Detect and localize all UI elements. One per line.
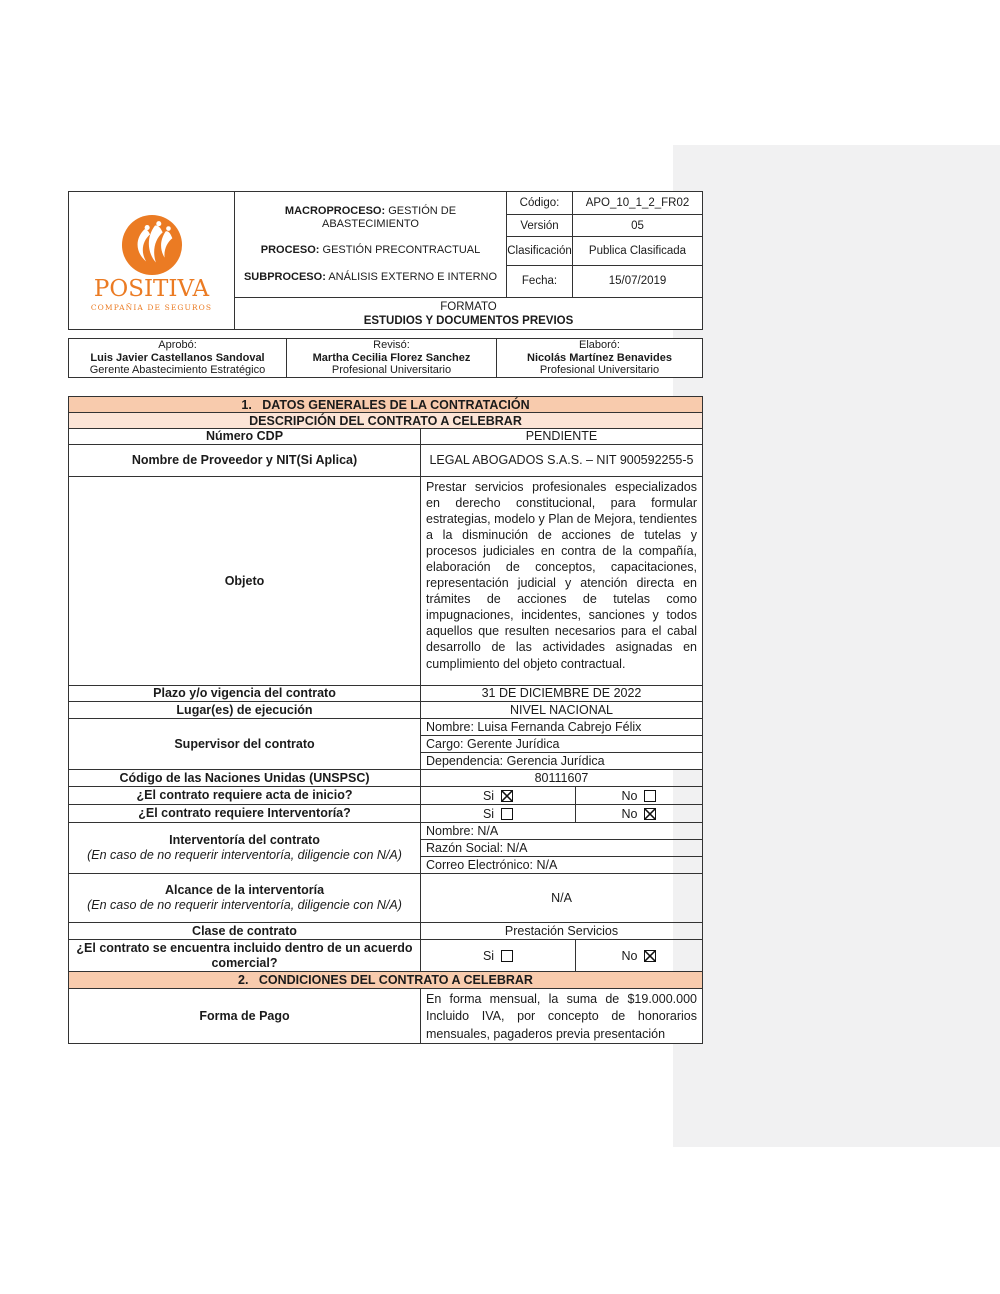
- row-label: ¿El contrato requiere Interventoría?: [69, 805, 421, 822]
- meta-row-codigo: [507, 192, 702, 215]
- document-meta: [507, 192, 702, 297]
- row-value: PENDIENTE: [525, 429, 598, 443]
- checkbox-no: [644, 808, 656, 820]
- row-label-title: Interventoría del contrato: [169, 833, 320, 847]
- row-value: N/A: [551, 890, 572, 905]
- option-no: [576, 805, 702, 822]
- row-lugar: [69, 702, 702, 719]
- row-value: Prestación Servicios: [504, 923, 619, 938]
- supervisor-nombre: Nombre: Luisa Fernanda Cabrejo Félix: [421, 719, 702, 736]
- row-clase: [69, 923, 702, 940]
- signoff-reviso: [287, 339, 497, 377]
- proceso-line: PROCESO: GESTIÓN PRECONTRACTUAL: [260, 244, 481, 257]
- row-plazo: [69, 686, 702, 702]
- row-label: [69, 823, 421, 873]
- meta-value: 15/07/2019: [608, 275, 667, 288]
- meta-value: 05: [631, 219, 644, 232]
- supervisor-dependencia: Dependencia: Gerencia Jurídica: [426, 754, 605, 768]
- document-header-table: [68, 191, 703, 330]
- option-label: Si: [482, 788, 495, 803]
- signoff-table: [68, 338, 703, 378]
- interventoria-razon-social: Razón Social: N/A: [421, 840, 702, 857]
- brand-tagline: COMPAÑIA DE SEGUROS: [90, 302, 213, 312]
- option-label: Si: [482, 806, 495, 821]
- supervisor-cargo: Cargo: Gerente Jurídica: [421, 736, 702, 753]
- row-label: Nombre de Proveedor y NIT(Si Aplica): [69, 445, 421, 476]
- meta-value: APO_10_1_2_FR02: [585, 196, 690, 209]
- signoff-role: Revisó:: [373, 339, 410, 352]
- option-label: No: [621, 788, 638, 803]
- meta-row-clasificacion: [507, 237, 702, 265]
- subsection-title: DESCRIPCIÓN DEL CONTRATO A CELEBRAR: [249, 413, 522, 428]
- brand-name: POSITIVA: [93, 275, 210, 302]
- row-label: [69, 874, 421, 922]
- option-no: [576, 787, 702, 804]
- meta-label: Fecha:: [507, 266, 573, 297]
- row-objeto: [69, 477, 702, 686]
- signoff-role: Elaboró:: [579, 339, 620, 352]
- process-info: [235, 192, 507, 297]
- format-title: ESTUDIOS Y DOCUMENTOS PREVIOS: [363, 314, 574, 327]
- signoff-elaboro: [497, 339, 702, 377]
- option-no: [576, 940, 702, 971]
- option-si: [421, 940, 576, 971]
- option-label: No: [621, 806, 638, 821]
- row-label: Número CDP: [69, 429, 421, 444]
- positiva-logo-icon: [121, 214, 183, 276]
- checkbox-no: [644, 790, 656, 802]
- row-value: 80111607: [534, 770, 589, 785]
- row-label: Plazo y/o vigencia del contrato: [69, 686, 421, 701]
- row-label: Lugar(es) de ejecución: [69, 702, 421, 718]
- section-1-header: [69, 397, 702, 413]
- company-logo: [69, 192, 235, 329]
- background-panel: [673, 145, 1000, 1147]
- meta-label: Clasificación: [507, 237, 573, 264]
- row-label: Clase de contrato: [69, 923, 421, 939]
- row-label-note: (En caso de no requerir interventoría, diligencie con N/A): [87, 898, 402, 912]
- checkbox-si: [501, 950, 513, 962]
- row-label-note: (En caso de no requerir interventoría, diligencie con N/A): [87, 848, 402, 862]
- signoff-name: Martha Cecilia Florez Sanchez: [312, 351, 471, 364]
- row-supervisor: [69, 719, 702, 770]
- row-label: ¿El contrato requiere acta de inicio?: [69, 787, 421, 804]
- row-value: LEGAL ABOGADOS S.A.S. – NIT 900592255-5: [429, 453, 694, 467]
- row-value: 31 DE DICIEMBRE DE 2022: [481, 686, 642, 700]
- format-label: FORMATO: [440, 300, 497, 313]
- interventoria-nombre: Nombre: N/A: [421, 823, 702, 840]
- document: [68, 191, 703, 1044]
- signoff-name: Nicolás Martínez Benavides: [527, 351, 672, 364]
- meta-row-fecha: [507, 266, 702, 297]
- row-value: NIVEL NACIONAL: [509, 702, 614, 717]
- meta-value: Publica Clasificada: [588, 244, 687, 257]
- row-forma-pago: [69, 989, 702, 1043]
- checkbox-si: [501, 790, 513, 802]
- macroproceso-line: MACROPROCESO: GESTIÓN DE ABASTECIMIENTO: [284, 204, 457, 230]
- interventoria-correo: Correo Electrónico: N/A: [426, 858, 558, 872]
- forma-pago-text: En forma mensual, la suma de $19.000.000 Incluido IVA, por concepto de honorarios mensuales, pagaderos previa presentación: [426, 992, 697, 1041]
- row-label: Código de las Naciones Unidas (UNSPSC): [69, 770, 421, 786]
- descripcion-header: [69, 413, 702, 429]
- row-acta-inicio: [69, 787, 702, 805]
- section-title: 1. DATOS GENERALES DE LA CONTRATACIÓN: [241, 397, 530, 412]
- option-si: [421, 787, 576, 804]
- row-label: ¿El contrato se encuentra incluido dentro de un acuerdo comercial?: [69, 940, 421, 971]
- objeto-text: Prestar servicios profesionales especializados en derecho constitucional, para formular estrategias, modelo y Plan de Mejora, tendientes a la disminución de acciones de tutelas y procesos judiciales en contra de la compañía, elaboración de conceptos, capacitaciones, representación judicial y atención directa en trámites de acciones de tutelas como impugnaciones, incidentes, sanciones y todos aquellos que resulten necesarios para el cabal desarrollo de las actividades asignadas en cumplimiento del objeto contractual.: [426, 480, 697, 671]
- checkbox-si: [501, 808, 513, 820]
- checkbox-no: [644, 950, 656, 962]
- section-title: 2. CONDICIONES DEL CONTRATO A CELEBRAR: [238, 973, 533, 987]
- row-requiere-interventoria: [69, 805, 702, 823]
- row-numero-cdp: [69, 429, 702, 445]
- signoff-name: Luis Javier Castellanos Sandoval: [90, 351, 265, 364]
- signoff-title: Gerente Abastecimiento Estratégico: [89, 364, 266, 377]
- row-label-title: Alcance de la interventoría: [164, 883, 325, 897]
- section-2-header: [69, 972, 702, 989]
- signoff-role: Aprobó:: [158, 339, 197, 352]
- row-proveedor: [69, 445, 702, 477]
- subproceso-line: SUBPROCESO: ANÁLISIS EXTERNO E INTERNO: [243, 271, 498, 284]
- signoff-aprobo: [69, 339, 287, 377]
- contract-table: [68, 396, 703, 1044]
- row-label: Forma de Pago: [69, 989, 421, 1043]
- format-title-cell: [235, 298, 702, 329]
- row-alcance: [69, 874, 702, 923]
- row-acuerdo-comercial: [69, 940, 702, 972]
- row-label: Supervisor del contrato: [69, 719, 421, 769]
- row-unspsc: [69, 770, 702, 787]
- meta-label: Código:: [507, 192, 573, 214]
- option-label: Si: [482, 948, 495, 963]
- signoff-title: Profesional Universitario: [331, 364, 452, 377]
- row-interventoria-contrato: [69, 823, 702, 874]
- option-label: No: [621, 948, 638, 963]
- meta-row-version: [507, 215, 702, 238]
- option-si: [421, 805, 576, 822]
- row-label: Objeto: [69, 477, 421, 685]
- signoff-title: Profesional Universitario: [539, 364, 660, 377]
- meta-label: Versión: [507, 215, 573, 237]
